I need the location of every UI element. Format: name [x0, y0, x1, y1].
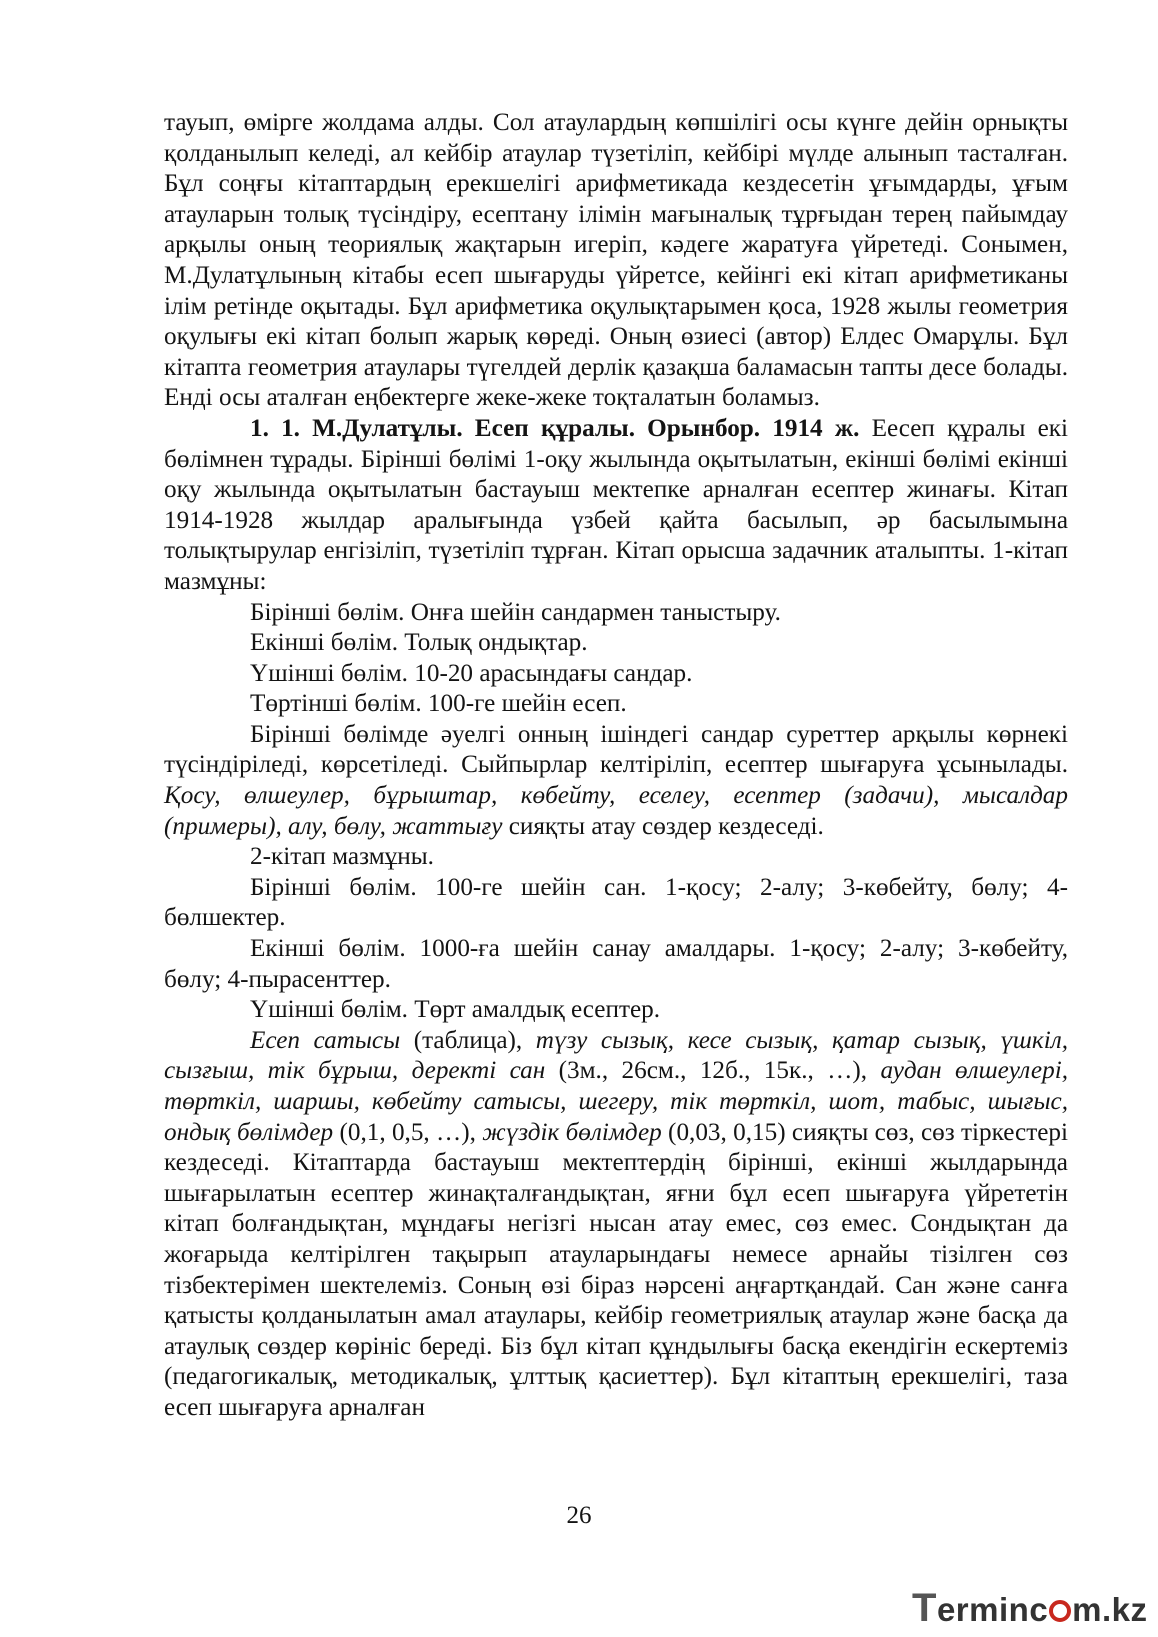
- logo-ring-icon: [1049, 1600, 1071, 1622]
- list-item: Бірінші бөлім. Онға шейін сандармен таныстыру.: [250, 598, 781, 626]
- section-text: Еесеп құралы екі бөлімнен тұрады. Бірінші бөлімі 1-оқу жылында оқытылатын, екінші бөлімі екінші оқу жылында оқытылатын бастауыш мектепке арналған есептер жинағы. Кітап 1914-1928 жылдар аралығында үзбей қайта басылып, әр басылымына толықтырулар енгізіліп, түзетіліп тұрған. Кітап орысша задачник аталыпты. 1-кітап мазмұны:: [164, 414, 1068, 595]
- paragraph-1: тауып, өмірге жолдама алды. Сол атаулардың көпшілігі осы күнге дейін орнықты қолданылып келеді, ал кейбір атаулар түзетіліп, кейбірі мүлде алынып тасталған. Бұл соңғы кітаптардың ерекшелігі арифметикада кездесетін ұғымдарды, ұғым атауларын толық түсіндіру, есептану ілімін мағыналық тұрғыдан терең пайымдау арқылы оның теориялық жақтарын игеріп, кәдеге жаратуға үйретеді. Сонымен, М.Дулатұлының кітабы есеп шығаруды үйретсе, кейінгі екі кітап арифметиканы ілім ретінде оқытады. Бұл арифметика оқулықтарымен қоса, 1928 жылы геометрия оқулығы екі кітап болып жарық көреді. Оның өзиесі (автор) Елдес Омарұлы. Бұл кітапта геометрия атаулары түгелдей дерлік қазақша баламасын тапты десе болады. Енді осы аталған еңбектерге жеке-жеке тоқталатын боламыз.: [164, 109, 1068, 412]
- book2-part-1: Бірінші бөлім. 100-ге шейін сан. 1-қосу; 2-алу; 3-көбейту, бөлу; 4-бөлшектер.: [164, 873, 1068, 932]
- book2-title: 2-кітап мазмұны.: [250, 843, 434, 871]
- paragraph-terms-text: Бірінші бөлімде әуелгі онның ішіндегі сандар суреттер арқылы көрнекі түсіндіріледі, көрсетіледі. Сыйпырлар келтіріліп, есептер шығаруға ұсынылады.: [164, 720, 1068, 779]
- list-item: Үшінші бөлім. 10-20 арасындағы сандар.: [250, 659, 693, 687]
- list-item: Төртінші бөлім. 100-ге шейін есеп.: [250, 690, 627, 718]
- page-body: [164, 108, 1068, 1424]
- paragraph-terms-end: сияқты атау сөздер кездеседі.: [502, 812, 824, 840]
- logo-wordmark: [912, 1586, 1148, 1631]
- final-italic-2: түзу сызық, кесе сызық, қатар сызық, үшкіл, сызғыш, тік бұрыш, деректі сан: [164, 1026, 1068, 1085]
- paragraph-terms: [164, 720, 1068, 842]
- book2-part-3: Үшінші бөлім. Төрт амалдық есептер.: [250, 996, 661, 1024]
- final-text-2: (3м., 26см., 12б., 15к., …),: [545, 1057, 881, 1085]
- list-item: Екінші бөлім. Толық ондықтар.: [250, 629, 588, 657]
- paragraph-terms-italic: Қосу, өлшеулер, бұрыштар, көбейту, еселеу, есептер (задачи), мысалдар (примеры), алу, бөлу, жаттығу: [164, 782, 1068, 840]
- page-number: 26: [566, 1502, 592, 1529]
- paragraph-section-1-1: [164, 414, 1068, 598]
- final-italic-4: жүздік бөлімдер: [482, 1118, 662, 1146]
- book2-part-2: Екінші бөлім. 1000-ға шейін санау амалдары. 1-қосу; 2-алу; 3-көбейту, бөлу; 4-пырасенттер.: [164, 935, 1068, 993]
- final-text-1: (таблица),: [400, 1026, 536, 1054]
- paragraph-final: [164, 1026, 1068, 1424]
- section-heading: 1. 1. М.Дулатұлы. Есеп құралы. Орынбор. 1914 ж.: [250, 414, 860, 442]
- final-italic-3: аудан өлшеулері, төрткіл, шаршы, көбейту сатысы, шегеру, тік төрткіл, шот, табыс, шығыс, ондық бөлімдер: [164, 1057, 1068, 1146]
- final-text-4: (0,03, 0,15) сияқты сөз, сөз тіркестері кездеседі. Кітаптарда бастауыш мектептердің бірінші, екінші жылдарында шығарылатын есептер жинақталғандықтан, яғни бұл есеп шығаруға үйрететін кітап болғандықтан, мұндағы негізгі нысан атау емес, сөз емес. Сондықтан да жоғарыда келтірілген тақырып атауларындағы немесе арнайы тізілген сөз тізбектерімен шектелеміз. Соның өзі біраз нәрсені аңғартқандай. Сан және санға қатысты қолданылатын амал атаулары, кейбір геометриялық атаулар және басқа да атаулық сөздер көрініс береді. Біз бұл кітап құндылығы басқа екендігін ескертеміз (педагогикалық, методикалық, ұлттық қасиеттер). Бұл кітаптың ерекшелігі, таза есеп шығаруға арналған: [164, 1118, 1068, 1421]
- final-text-3: (0,1, 0,5, …),: [333, 1118, 483, 1146]
- termincom-logo[interactable]: [912, 1586, 1148, 1630]
- final-italic-1: Есеп сатысы: [250, 1026, 401, 1054]
- logo-text-m: m.kz: [1072, 1591, 1148, 1628]
- logo-text-c: c: [1029, 1591, 1049, 1628]
- logo-text-ermin: ermin: [936, 1591, 1030, 1628]
- logo-letter-t: T: [912, 1586, 937, 1630]
